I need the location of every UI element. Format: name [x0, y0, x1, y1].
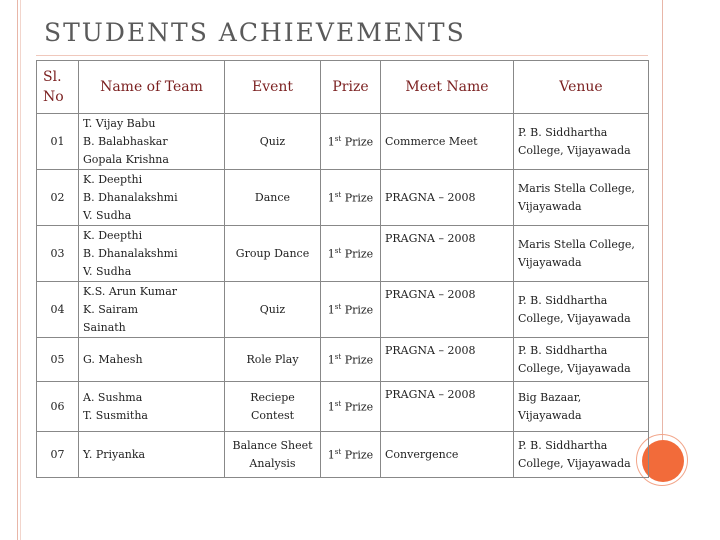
cell-meet-name: PRAGNA – 2008: [381, 382, 514, 432]
cell-prize: [321, 170, 381, 226]
prize-ordinal: st: [334, 190, 342, 199]
cell-venue: [514, 382, 649, 432]
venue-line: Maris Stella College,: [518, 237, 635, 251]
page-title: STUDENTS ACHIEVEMENTS: [44, 18, 466, 47]
prize-ordinal: st: [334, 352, 342, 361]
team-member: B. Dhanalakshmi: [83, 246, 178, 260]
cell-prize: [321, 338, 381, 382]
venue-line: College, Vijayawada: [518, 456, 631, 470]
prize-rank: 1: [327, 448, 335, 462]
venue-line: P. B. Siddhartha: [518, 343, 608, 357]
table-row: [37, 114, 649, 170]
event-name: Group Dance: [235, 246, 310, 260]
event-name: Dance: [254, 190, 291, 204]
event-name: Quiz: [259, 302, 286, 316]
venue-line: Vijayawada: [518, 199, 582, 213]
venue-line: P. B. Siddhartha: [518, 125, 608, 139]
title-underline: [36, 55, 648, 56]
cell-venue: [514, 432, 649, 478]
team-member: K. Sairam: [83, 302, 139, 316]
cell-sl-no: 04: [37, 282, 79, 338]
table-row: [37, 170, 649, 226]
cell-meet-name: PRAGNA – 2008: [381, 282, 514, 338]
prize-word: Prize: [341, 191, 374, 205]
team-member: V. Sudha: [83, 264, 132, 278]
table-row: [37, 338, 649, 382]
venue-line: Vijayawada: [518, 255, 582, 269]
cell-prize: [321, 226, 381, 282]
team-member: G. Mahesh: [83, 352, 143, 366]
venue-line: P. B. Siddhartha: [518, 438, 608, 452]
venue-line: College, Vijayawada: [518, 143, 631, 157]
header-meet-name: Meet Name: [381, 61, 514, 114]
right-decorative-rule: [662, 0, 663, 440]
prize-rank: 1: [327, 353, 335, 367]
cell-prize: [321, 114, 381, 170]
event-name: Quiz: [259, 134, 286, 148]
cell-team: [79, 282, 225, 338]
event-name: Balance Sheet: [232, 438, 313, 452]
cell-team: [79, 170, 225, 226]
team-member: Gopala Krishna: [83, 152, 169, 166]
prize-rank: 1: [327, 135, 335, 149]
cell-meet-name: PRAGNA – 2008: [381, 170, 514, 226]
team-member: K. Deepthi: [83, 228, 143, 242]
event-name: Contest: [250, 408, 295, 422]
prize-ordinal: st: [334, 302, 342, 311]
cell-meet-name: Commerce Meet: [381, 114, 514, 170]
venue-line: Maris Stella College,: [518, 181, 635, 195]
cell-sl-no: 02: [37, 170, 79, 226]
cell-event: [225, 432, 321, 478]
cell-prize: [321, 382, 381, 432]
prize-rank: 1: [327, 400, 335, 414]
prize-ordinal: st: [334, 399, 342, 408]
prize-ordinal: st: [334, 447, 342, 456]
achievements-table: [36, 60, 649, 478]
cell-prize: [321, 282, 381, 338]
team-member: T. Vijay Babu: [83, 116, 156, 130]
venue-line: P. B. Siddhartha: [518, 293, 608, 307]
prize-ordinal: st: [334, 246, 342, 255]
header-event: Event: [225, 61, 321, 114]
cell-venue: [514, 338, 649, 382]
cell-team: [79, 226, 225, 282]
prize-word: Prize: [341, 247, 374, 261]
table-row: [37, 382, 649, 432]
cell-event: [225, 382, 321, 432]
event-name: Role Play: [246, 352, 299, 366]
cell-team: [79, 432, 225, 478]
prize-ordinal: st: [334, 134, 342, 143]
table-header-row: [37, 61, 649, 114]
team-member: K.S. Arun Kumar: [83, 284, 178, 298]
cell-event: [225, 226, 321, 282]
cell-meet-name: Convergence: [381, 432, 514, 478]
cell-sl-no: 07: [37, 432, 79, 478]
header-sl-no: Sl. No: [37, 61, 79, 114]
team-member: Sainath: [83, 320, 126, 334]
cell-meet-name: PRAGNA – 2008: [381, 226, 514, 282]
cell-venue: [514, 226, 649, 282]
prize-word: Prize: [341, 135, 374, 149]
cell-meet-name: PRAGNA – 2008: [381, 338, 514, 382]
header-venue: Venue: [514, 61, 649, 114]
table-row: [37, 432, 649, 478]
venue-line: Big Bazaar,: [518, 390, 582, 404]
cell-venue: [514, 114, 649, 170]
venue-line: College, Vijayawada: [518, 311, 631, 325]
table-row: [37, 226, 649, 282]
cell-event: [225, 114, 321, 170]
team-member: T. Susmitha: [83, 408, 148, 422]
team-member: A. Sushma: [83, 390, 143, 404]
cell-venue: [514, 170, 649, 226]
cell-event: [225, 282, 321, 338]
team-member: K. Deepthi: [83, 172, 143, 186]
team-member: B. Dhanalakshmi: [83, 190, 178, 204]
cell-sl-no: 06: [37, 382, 79, 432]
cell-team: [79, 382, 225, 432]
cell-event: [225, 338, 321, 382]
left-decorative-rule-inner: [20, 0, 21, 540]
prize-word: Prize: [341, 303, 374, 317]
team-member: Y. Priyanka: [83, 447, 146, 461]
header-prize: Prize: [321, 61, 381, 114]
table-body: [37, 114, 649, 478]
prize-word: Prize: [341, 353, 374, 367]
event-name: Reciepe: [250, 390, 295, 404]
header-name-of-team: Name of Team: [79, 61, 225, 114]
cell-venue: [514, 282, 649, 338]
cell-event: [225, 170, 321, 226]
prize-rank: 1: [327, 303, 335, 317]
cell-sl-no: 03: [37, 226, 79, 282]
event-name: Analysis: [249, 456, 296, 470]
left-decorative-rule: [17, 0, 18, 540]
cell-team: [79, 338, 225, 382]
team-member: B. Balabhaskar: [83, 134, 168, 148]
venue-line: Vijayawada: [518, 408, 582, 422]
cell-sl-no: 01: [37, 114, 79, 170]
cell-sl-no: 05: [37, 338, 79, 382]
cell-prize: [321, 432, 381, 478]
prize-rank: 1: [327, 191, 335, 205]
table-row: [37, 282, 649, 338]
prize-rank: 1: [327, 247, 335, 261]
prize-word: Prize: [341, 448, 374, 462]
prize-word: Prize: [341, 400, 374, 414]
cell-team: [79, 114, 225, 170]
team-member: V. Sudha: [83, 208, 132, 222]
venue-line: College, Vijayawada: [518, 361, 631, 375]
